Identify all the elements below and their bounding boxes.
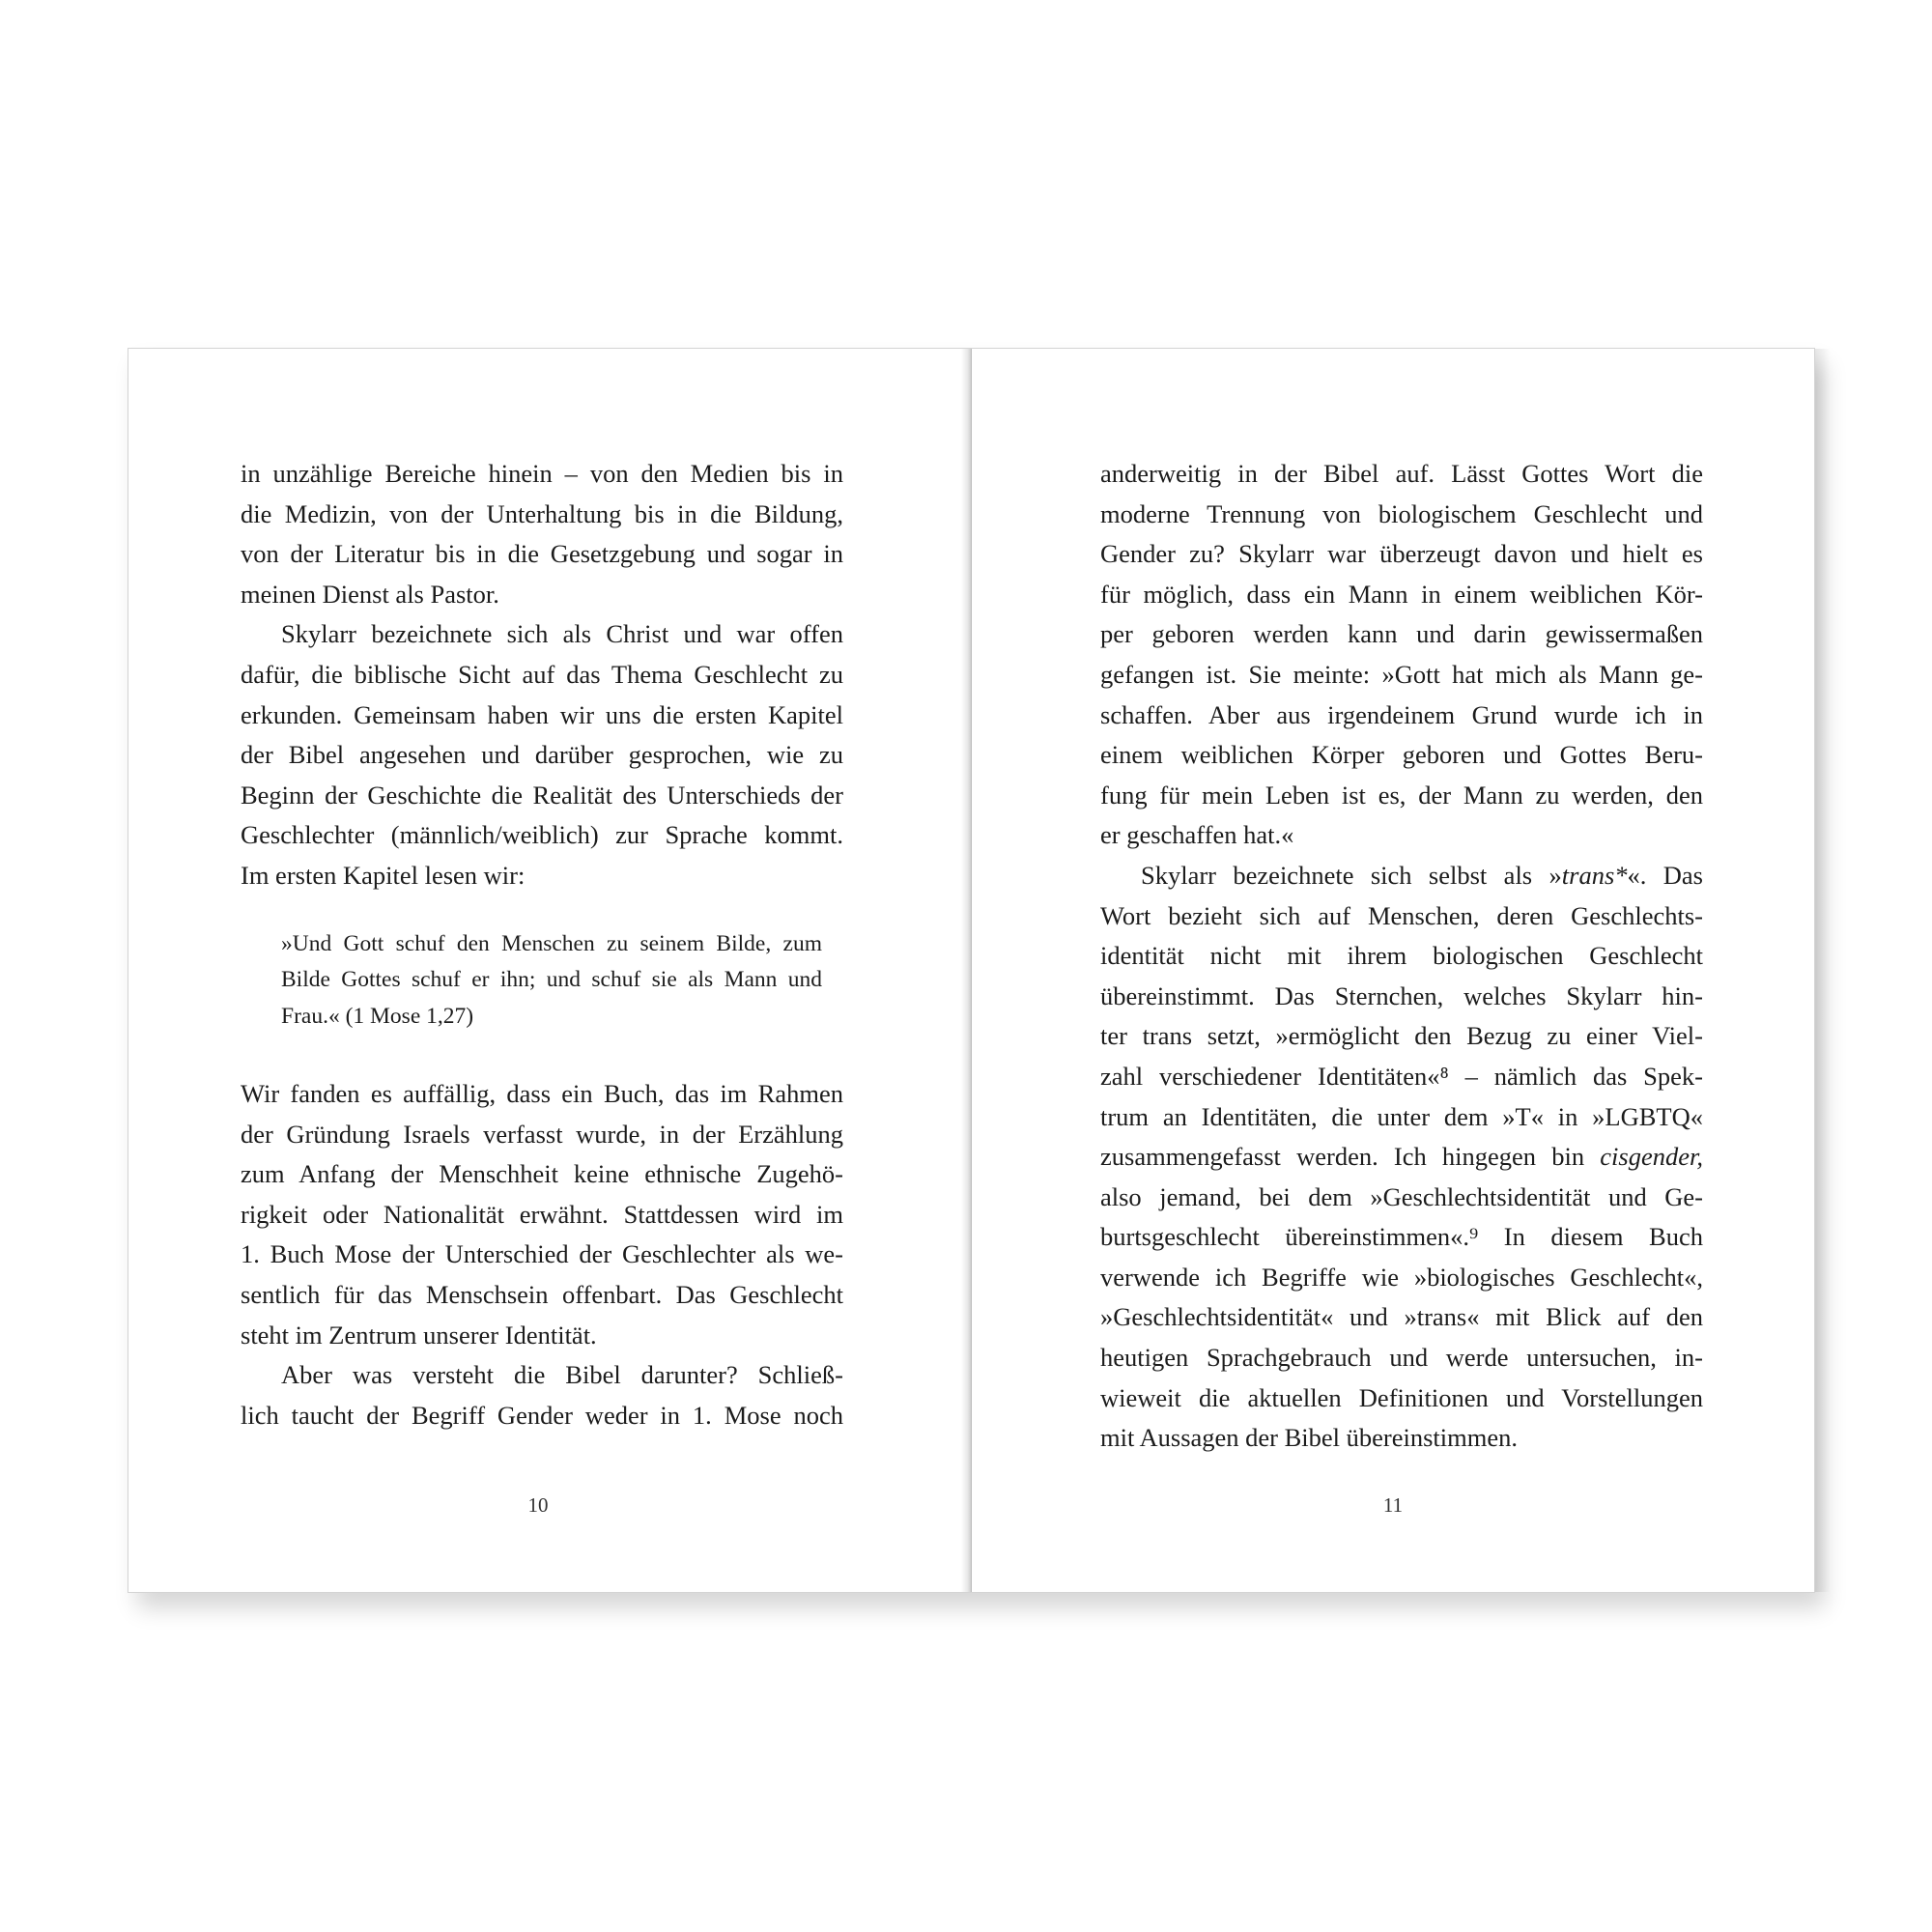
left-page (128, 349, 971, 1592)
text-line: steht im Zentrum unserer Identität. (241, 1320, 597, 1350)
text-line: Beginn der Geschichte die Realität des Unterschieds der (241, 780, 843, 810)
text-line (1100, 856, 1703, 896)
gutter-shadow (1815, 349, 1831, 1592)
paragraph (1100, 454, 1703, 856)
text-line: übereinstimmt. Das Sternchen, welches Skylarr hin- (1100, 980, 1703, 1010)
text-line: in unzählige Bereiche hinein – von den Medien bis in (241, 459, 843, 488)
text-line: Aber was versteht die Bibel darunter? Schließ- (281, 1360, 843, 1390)
text-line: für möglich, dass ein Mann in einem weiblichen Kör- (1100, 579, 1703, 609)
text-line: dafür, die biblische Sicht auf das Thema Geschlecht zu (241, 659, 843, 689)
text-line: verwende ich Begriffe wie »biologisches Geschlecht«, (1100, 1262, 1703, 1292)
text-line: also jemand, bei dem »Geschlechtsidentität und Ge- (1100, 1181, 1703, 1211)
right-page-body (1100, 454, 1703, 1459)
text-line: identität nicht mit ihrem biologischen Geschlecht (1100, 941, 1703, 971)
quote-line: Frau.« (1 Mose 1,27) (281, 1003, 474, 1029)
text-line: trum an Identitäten, die unter dem »T« in »LGBTQ« (1100, 1101, 1703, 1131)
text-line: Wort bezieht sich auf Menschen, deren Geschlechts- (1100, 900, 1703, 930)
paragraph (241, 1355, 843, 1435)
text-line: wieweit die aktuellen Definitionen und Vorstellungen (1100, 1382, 1703, 1412)
text-line: Skylarr bezeichnete sich als Christ und war offen (281, 619, 843, 649)
text-line: moderne Trennung von biologischem Geschlecht und (1100, 498, 1703, 528)
text-line: Geschlechter (männlich/weiblich) zur Sprache kommt. (241, 820, 843, 850)
text-line: schaffen. Aber aus irgendeinem Grund wurde ich in (1100, 699, 1703, 729)
quote-line: »Und Gott schuf den Menschen zu seinem Bilde, zum (281, 930, 822, 956)
text-line: 1. Buch Mose der Unterschied der Geschlechter als we- (241, 1239, 843, 1269)
text-line: burtsgeschlecht übereinstimmen«.⁹ In diesem Buch (1100, 1222, 1703, 1252)
text-line: lich taucht der Begriff Gender weder in 1. Mose noch (241, 1400, 843, 1430)
text-line: »Geschlechtsidentität« und »trans« mit Blick auf den (1100, 1302, 1703, 1332)
text-line: rigkeit oder Nationalität erwähnt. Stattdessen wird im (241, 1199, 843, 1229)
text-line: einem weiblichen Körper geboren und Gottes Beru- (1100, 740, 1703, 770)
text-line: Wir fanden es auffällig, dass ein Buch, das im Rahmen (241, 1079, 843, 1109)
right-page (972, 349, 1814, 1592)
text-run: Skylarr bezeichnete sich selbst als » (1141, 860, 1562, 890)
paragraph (241, 614, 843, 895)
text-line (1100, 1137, 1703, 1178)
book-spread (128, 348, 1815, 1593)
paragraph (1100, 856, 1703, 1459)
left-page-body (241, 454, 843, 1435)
text-line: meinen Dienst als Pastor. (241, 579, 499, 609)
paragraph (241, 1074, 843, 1355)
text-line: ter trans setzt, »ermöglicht den Bezug zu einer Viel- (1100, 1021, 1703, 1051)
bible-quote (281, 926, 822, 1036)
text-line: Gender zu? Skylarr war überzeugt davon und hielt es (1100, 539, 1703, 569)
text-line: er geschaffen hat.« (1100, 820, 1294, 850)
text-line: Im ersten Kapitel lesen wir: (241, 860, 526, 890)
text-line: heutigen Sprachgebrauch und werde untersuchen, in- (1100, 1343, 1703, 1373)
text-line: zum Anfang der Menschheit keine ethnische Zugehö- (241, 1159, 843, 1189)
text-line: per geboren werden kann und darin gewissermaßen (1100, 619, 1703, 649)
text-line: der Bibel angesehen und darüber gesprochen, wie zu (241, 740, 843, 770)
text-line: anderweitig in der Bibel auf. Lässt Gottes Wort die (1100, 459, 1703, 488)
text-line: zahl verschiedener Identitäten«⁸ – nämlich das Spek- (1100, 1061, 1703, 1091)
text-run: «. Das (1627, 860, 1703, 890)
italic-term: cisgender, (1600, 1142, 1703, 1172)
text-line: von der Literatur bis in die Gesetzgebung und sogar in (241, 539, 843, 569)
text-run: zusammengefasst werden. Ich hingegen bin (1100, 1142, 1601, 1172)
text-line: fung für mein Leben ist es, der Mann zu werden, den (1100, 780, 1703, 810)
text-line: erkunden. Gemeinsam haben wir uns die ersten Kapitel (241, 699, 843, 729)
paragraph (241, 454, 843, 614)
page-number: 10 (527, 1493, 549, 1517)
italic-term: trans* (1561, 860, 1628, 890)
page-number: 11 (1382, 1493, 1404, 1517)
text-line: gefangen ist. Sie meinte: »Gott hat mich als Mann ge- (1100, 659, 1703, 689)
text-line: mit Aussagen der Bibel übereinstimmen. (1100, 1423, 1519, 1453)
text-line: der Gründung Israels verfasst wurde, in der Erzählung (241, 1119, 843, 1149)
text-line: die Medizin, von der Unterhaltung bis in die Bildung, (241, 498, 843, 528)
text-line: sentlich für das Menschsein offenbart. Das Geschlecht (241, 1280, 843, 1309)
quote-line: Bilde Gottes schuf er ihn; und schuf sie als Mann und (281, 967, 822, 993)
